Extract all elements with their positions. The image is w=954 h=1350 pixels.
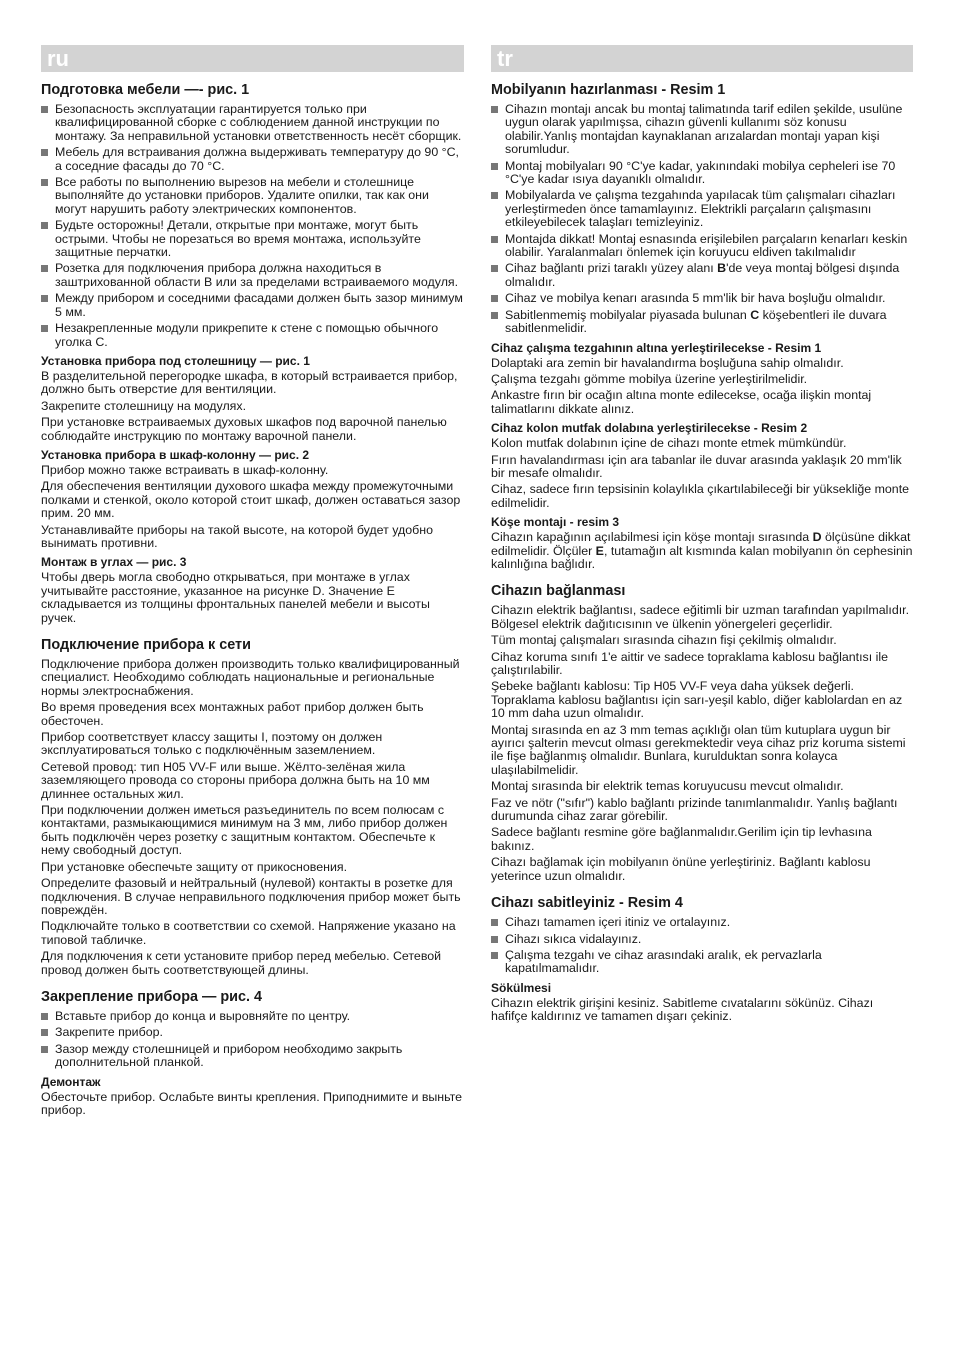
bullet-square-icon <box>491 312 498 319</box>
list-item: Sabitlenmemiş mobilyalar piyasada bulunan C köşebentleri ile duvara sabitlenmelidir. <box>491 309 913 336</box>
subsection-title: Установка прибора под столешницу — рис. 1 <box>41 353 310 368</box>
paragraph: Çalışma tezgahı gömme mobilya üzerine yerleştirilmelidir. <box>491 371 808 386</box>
paragraph: Сетевой провод: тип H05 VV-F или выше. Жёлто-зелёная жила заземляющего провода со стороны прибора должна быть на 10 мм длиннее остальных жил. <box>41 759 430 801</box>
list-item: Безопасность эксплуатации гарантируется только при квалифицированной сборке с соблюдением данной инструкции по монтажу. За неправильной установки ответственность несёт сборщик. <box>41 103 464 143</box>
paragraph: Tüm montaj çalışmaları sırasında cihazın fişi çekilmiş olmalıdır. <box>491 633 837 648</box>
list-item: Мебель для встраивания должна выдерживать температуру до 90 °C, а соседние фасады до 70 °C. <box>41 146 464 173</box>
bullet-square-icon <box>41 295 48 302</box>
bullet-list <box>491 916 913 976</box>
column-ru <box>41 45 464 1120</box>
subsection-title: Cihaz çalışma tezgahının altına yerleştirilecekse - Resim 1 <box>491 340 822 355</box>
bullet-square-icon <box>491 952 498 959</box>
section-title: Mobilyanın hazırlanması - Resim 1 <box>491 82 726 98</box>
list-item: Между прибором и соседними фасадами должен быть зазор минимум 5 мм. <box>41 292 464 319</box>
paragraph: При подключении должен иметься разъединитель по всем полюсам с контактами, размыкающимися минимум на 3 мм, либо прибор должен быть подключён через розетку с защитным контактом. Обеспечьте к нему свободный доступ. <box>41 803 448 858</box>
subsection-title: Cihaz kolon mutfak dolabına yerleştirilecekse - Resim 2 <box>491 421 808 436</box>
section-title: Подключение прибора к сети <box>41 637 251 653</box>
paragraph: Sadece bağlantı resmine göre bağlanmalıdır.Gerilim için tip levhasına bakınız. <box>491 825 872 853</box>
list-item: Все работы по выполнению вырезов на мебели и столешнице выполняйте до установки приборов. Удалите опилки, так как они могут нарушить работу электрических компонентов. <box>41 176 464 216</box>
section-title: Cihazın bağlanması <box>491 583 626 600</box>
paragraph: Для обеспечения вентиляции духового шкафа между промежуточными полками и стенкой, около которой стоит шкаф, должен оставаться зазор прим. 20 мм. <box>41 479 461 521</box>
bullet-square-icon <box>41 149 48 156</box>
bullet-square-icon <box>41 179 48 186</box>
paragraph: Cihazın elektrik bağlantısı, sadece eğitimli bir uzman tarafından yapılmalıdır. Bölgesel elektrik dağıtıcısının ve ülkenin yönergeleri geçerlidir. <box>491 603 910 631</box>
bullet-square-icon <box>41 106 48 113</box>
bullet-square-icon <box>491 936 498 943</box>
paragraph: Cihazın kapağının açılabilmesi için köşe montajı sırasında D ölçüsüne dikkat edilmelidir. Ölçüler E, tutamağın alt kısmında kalan mobilyanın ön cephesinin kalınlığına bağlıdır. <box>491 530 913 571</box>
list-item: Montaj mobilyaları 90 °C'ye kadar, yakınındaki mobilya cepheleri ise 70 °C'ye kadar ısıya dayanıklı olmalıdır. <box>491 160 913 187</box>
list-item: Вставьте прибор до конца и выровняйте по центру. <box>41 1010 464 1023</box>
list-item: Cihazın montajı ancak bu montaj talimatında tarif edilen şekilde, usulüne uygun olarak yapılmışsa, cihazın güvenli kullanımı söz konusu olabilir.Yanlış montajdan kaynaklanan arızalardan montajı yapan kişi sorumludur. <box>491 103 913 157</box>
list-item: Cihaz bağlantı prizi taraklı yüzey alanı B'de veya montaj bölgesi dışında olmalıdır. <box>491 262 913 289</box>
bullet-square-icon <box>491 265 498 272</box>
subsection-title: Демонтаж <box>41 1074 101 1089</box>
section-title: Закрепление прибора — рис. 4 <box>41 988 263 1005</box>
paragraph: Cihaz koruma sınıfı 1'e aittir ve sadece topraklama kablosu bağlantısı ile çalıştırılabilir. <box>491 649 889 677</box>
list-item: Cihazı sıkıca vidalayınız. <box>491 933 913 946</box>
subsection-title: Köşe montajı - resim 3 <box>491 515 620 530</box>
paragraph: Обесточьте прибор. Ослабьте винты крепления. Приподнимите и выньте прибор. <box>41 1089 463 1117</box>
bullet-list <box>41 1010 464 1070</box>
paragraph: Ankastre fırın bir ocağın altına monte edilecekse, ocağa ilişkin montaj talimatlarını dikkate alınız. <box>491 388 872 416</box>
list-item: Çalışma tezgahı ve cihaz arasındaki aralık, ek pervazlarla kapatılmamalıdır. <box>491 949 913 976</box>
section-title: Cihazı sabitleyiniz - Resim 4 <box>491 895 683 912</box>
paragraph: Прибор можно также встраивать в шкаф-колонну. <box>41 462 329 477</box>
bullet-square-icon <box>491 163 498 170</box>
bullet-square-icon <box>491 919 498 926</box>
paragraph: При установке обеспечьте защиту от прикосновения. <box>41 859 348 874</box>
bullet-square-icon <box>491 295 498 302</box>
paragraph: Чтобы дверь могла свободно открываться, при монтаже в углах учитывайте расстояние, указанное на рисунке D. Значение E складывается из толщины фронтальных панелей мебели и высоты ручек. <box>41 570 430 625</box>
list-item: Cihazı tamamen içeri itiniz ve ortalayınız. <box>491 916 913 929</box>
list-item: Зазор между столешницей и прибором необходимо закрыть дополнительной планкой. <box>41 1043 464 1070</box>
paragraph: Прибор соответствует классу защиты I, поэтому он должен эксплуатироваться только с подключённым заземлением. <box>41 730 383 758</box>
paragraph: Определите фазовый и нейтральный (нулевой) контакты в розетке для подключения. В случае неправильного подключения прибор может быть повреждён. <box>41 876 461 917</box>
list-item: Montajda dikkat! Montaj esnasında erişilebilen parçaların kenarları keskin olabilir. Yaralanmaları önlemek için koruyucu eldiven takılmalıdır <box>491 233 913 260</box>
list-item: Cihaz ve mobilya kenarı arasında 5 mm'lik bir hava boşluğu olmalıdır. <box>491 292 913 305</box>
language-header-tr: tr <box>491 45 913 72</box>
bullet-list <box>41 103 464 349</box>
paragraph: Устанавливайте приборы на такой высоте, на которой будет удобно вынимать противни. <box>41 522 433 550</box>
paragraph: Подключение прибора должен производить только квалифицированный специалист. Необходимо соблюдать национальные и региональные нормы электроснабжения. <box>41 657 460 698</box>
paragraph: Faz ve nötr ("sıfır") kablo bağlantı prizinde tanımlanmalıdır. Yanlış bağlantı durumunda cihaz zarar görebilir. <box>491 795 898 824</box>
subsection-title: Sökülmesi <box>491 980 552 995</box>
paragraph: Fırın havalandırması için ara tabanlar ile duvar arasında yaklaşık 20 mm'lik bir mesafe olmalıdır. <box>491 452 902 480</box>
list-item: Будьте осторожны! Детали, открытые при монтаже, могут быть острыми. Чтобы не порезаться во время монтажа, используйте защитные перчатки. <box>41 219 464 259</box>
bullet-square-icon <box>41 1029 48 1036</box>
paragraph: Закрепите столешницу на модулях. <box>41 398 247 413</box>
paragraph: Во время проведения всех монтажных работ прибор должен быть обесточен. <box>41 700 424 728</box>
paragraph: Для подключения к сети установите прибор перед мебелью. Сетевой провод должен быть соответствующей длины. <box>41 949 442 977</box>
paragraph: Подключайте только в соответствии со схемой. Напряжение указано на типовой табличке. <box>41 919 456 947</box>
paragraph: Cihaz, sadece fırın tepsisinin kolaylıkla çıkartılabileceği bir yüksekliğe monte edilmelidir. <box>491 482 910 510</box>
language-header-ru: ru <box>41 45 464 72</box>
bullet-square-icon <box>491 192 498 199</box>
section-title: Подготовка мебели —- рис. 1 <box>41 82 250 98</box>
bullet-square-icon <box>491 106 498 113</box>
paragraph: Şebeke bağlantı kablosu: Tip H05 VV-F veya daha yüksek değerli. Topraklama kablosu bağlantısı için sarı-yeşil kablo, diğer kablolardan en az 10 mm daha uzun olmalıdır. <box>491 679 903 721</box>
subsection-title: Установка прибора в шкаф-колонну — рис. 2 <box>41 447 310 462</box>
list-item: Mobilyalarda ve çalışma tezgahında yapılacak tüm çalışmaları cihazları yerleştirmeden önce tamamlayınız. Elektrikli parçaların çalışmasını etkileyebilecek talaşları temizleyiniz. <box>491 189 913 229</box>
paragraph: Montaj sırasında en az 3 mm temas açıklığı olan tüm kutuplara uygun bir ayırıcı şalterin mevcut olması gerekmektedir veya cihaz priz koruma sistemi ile fişe bağlanmış olmalıdır. Bunlara, kurulduktan sonra kolayca ulaşılabilmelidir. <box>491 722 906 777</box>
bullet-square-icon <box>41 1013 48 1020</box>
column-tr <box>491 45 913 1027</box>
bullet-square-icon <box>41 325 48 332</box>
bullet-list <box>491 103 913 336</box>
paragraph: Cihazın elektrik girişini kesiniz. Sabitleme cıvatalarını sökünüz. Cihazı hafifçe kaldırınız ve tamamen dışarı çekiniz. <box>491 995 874 1024</box>
paragraph: В разделительной перегородке шкафа, в который встраивается прибор, должно быть отверстие для вентиляции. <box>41 368 458 397</box>
paragraph: Dolaptaki ara zemin bir havalandırma boşluğuna sahip olmalıdır. <box>491 355 844 370</box>
paragraph: Cihazı bağlamak için mobilyanın önüne yerleştiriniz. Bağlantı kablosu yeterince uzun olmalıdır. <box>491 855 871 883</box>
list-item: Незакрепленные модули прикрепите к стене с помощью обычного уголка C. <box>41 322 464 349</box>
bullet-square-icon <box>41 222 48 229</box>
bullet-square-icon <box>41 1046 48 1053</box>
paragraph: Montaj sırasında bir elektrik temas koruyucusu mevcut olmalıdır. <box>491 779 844 794</box>
paragraph: При установке встраиваемых духовых шкафов под варочной панелью соблюдайте инструкцию по монтажу варочной панели. <box>41 415 447 443</box>
paragraph: Kolon mutfak dolabının içine de cihazı monte etmek mümkündür. <box>491 436 847 451</box>
list-item: Розетка для подключения прибора должна находиться в заштрихованной области B или за пределами встраиваемого модуля. <box>41 262 464 289</box>
bullet-square-icon <box>41 265 48 272</box>
list-item: Закрепите прибор. <box>41 1026 464 1039</box>
bullet-square-icon <box>491 236 498 243</box>
subsection-title: Монтаж в углах — рис. 3 <box>41 555 187 570</box>
